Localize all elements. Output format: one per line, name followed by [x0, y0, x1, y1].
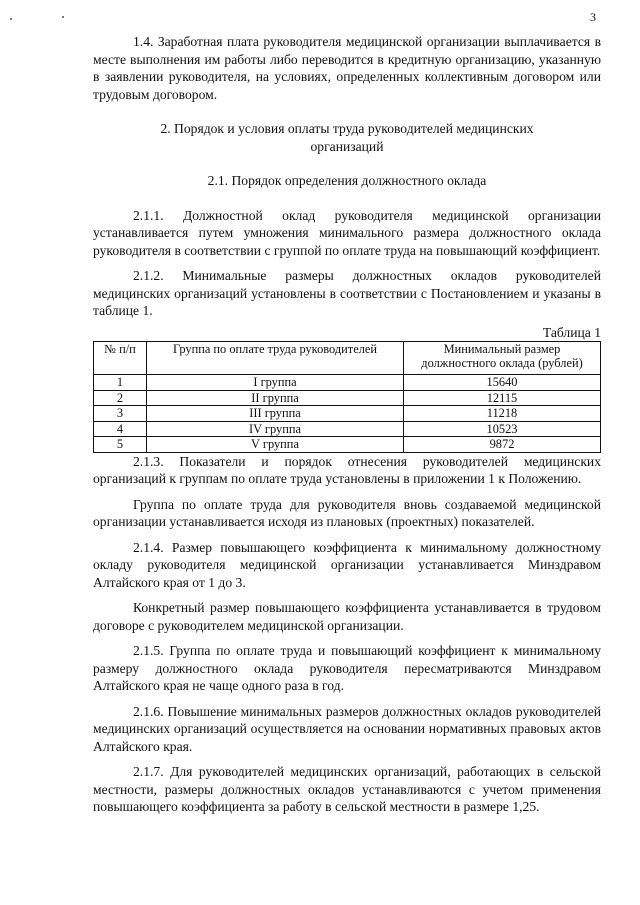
table-cell-group: V группа [147, 437, 404, 453]
section-heading-2: 2. Порядок и условия оплаты труда руководителей медицинских организаций [160, 121, 534, 154]
table-row [94, 390, 601, 406]
table-cell-group: IV группа [147, 421, 404, 437]
table-cell-number: 2 [94, 390, 147, 406]
paragraph-2-1-4: 2.1.4. Размер повышающего коэффициента к минимальному должностному окладу руководителя медицинской организации устанавливается Минздравом Алтайского края от 1 до 3. [93, 539, 601, 590]
table-cell-group: III группа [147, 406, 404, 422]
table-header-number: № п/п [94, 342, 147, 375]
paragraph-new-organization: Группа по оплате труда для руководителя вновь создаваемой медицинской организации устанавливается исходя из плановых (проектных) показателей. [93, 496, 601, 529]
table-header-salary: Минимальный размер должностного оклада (рублей) [404, 342, 601, 375]
table-caption: Таблица 1 [542, 324, 601, 340]
paragraph-2-1-3: 2.1.3. Показатели и порядок отнесения руководителей медицинских организаций к группам по оплате труда установлены в приложении 1 к Положению. [93, 453, 601, 486]
paragraph-2-1-1: 2.1.1. Должностной оклад руководителя медицинской организации устанавливается путем умножения минимального размера должностного оклада руководителя в соответствии с группой по оплате труда на повышающий коэффициент. [93, 207, 601, 258]
table-cell-salary: 10523 [404, 421, 601, 437]
table-cell-group: I группа [147, 375, 404, 391]
table-cell-salary: 15640 [404, 375, 601, 391]
document-body [93, 33, 601, 816]
scan-speck [62, 16, 64, 18]
paragraph-1-4: 1.4. Заработная плата руководителя медицинской организации выплачивается в месте выполнения им работы либо переводится в кредитную организацию, указанную в заявлении руководителя, на условиях, определенных коллективным договором или трудовым договором. [93, 34, 601, 102]
table-cell-salary: 9872 [404, 437, 601, 453]
table-cell-salary: 12115 [404, 390, 601, 406]
paragraph-2-1-2: 2.1.2. Минимальные размеры должностных окладов руководителей медицинских организаций установлены в соответствии с Постановлением и указаны в таблице 1. [93, 268, 601, 318]
salary-table [93, 341, 601, 453]
page-number: 3 [590, 10, 596, 24]
table-row [94, 375, 601, 391]
table-row [94, 406, 601, 422]
paragraph-2-1-7: 2.1.7. Для руководителей медицинских организаций, работающих в сельской местности, размеры должностных окладов устанавливаются с учетом применения повышающего коэффициента за работу в сельской местности в размере 1,25. [93, 764, 601, 814]
paragraph-2-1-5: 2.1.5. Группа по оплате труда и повышающий коэффициент к минимальному размеру должностного оклада руководителя пересматриваются Минздравом Алтайского края не чаще одного раза в год. [93, 643, 601, 693]
table-header-row [94, 342, 601, 375]
scan-speck [10, 18, 12, 20]
table-cell-number: 5 [94, 437, 147, 453]
table-cell-number: 1 [94, 375, 147, 391]
paragraph-2-1-6: 2.1.6. Повышение минимальных размеров должностных окладов руководителей медицинских организаций осуществляется на основании нормативных правовых актов Алтайского края. [93, 703, 601, 754]
table-cell-number: 4 [94, 421, 147, 437]
subsection-heading-2-1: 2.1. Порядок определения должностного оклада [207, 173, 487, 188]
paragraph-specific-coefficient: Конкретный размер повышающего коэффициента устанавливается в трудовом договоре с руководителем медицинской организации. [93, 600, 601, 633]
table-header-group: Группа по оплате труда руководителей [147, 342, 404, 375]
table-cell-salary: 11218 [404, 406, 601, 422]
table-cell-number: 3 [94, 406, 147, 422]
table-row [94, 421, 601, 437]
table-cell-group: II группа [147, 390, 404, 406]
table-row [94, 437, 601, 453]
